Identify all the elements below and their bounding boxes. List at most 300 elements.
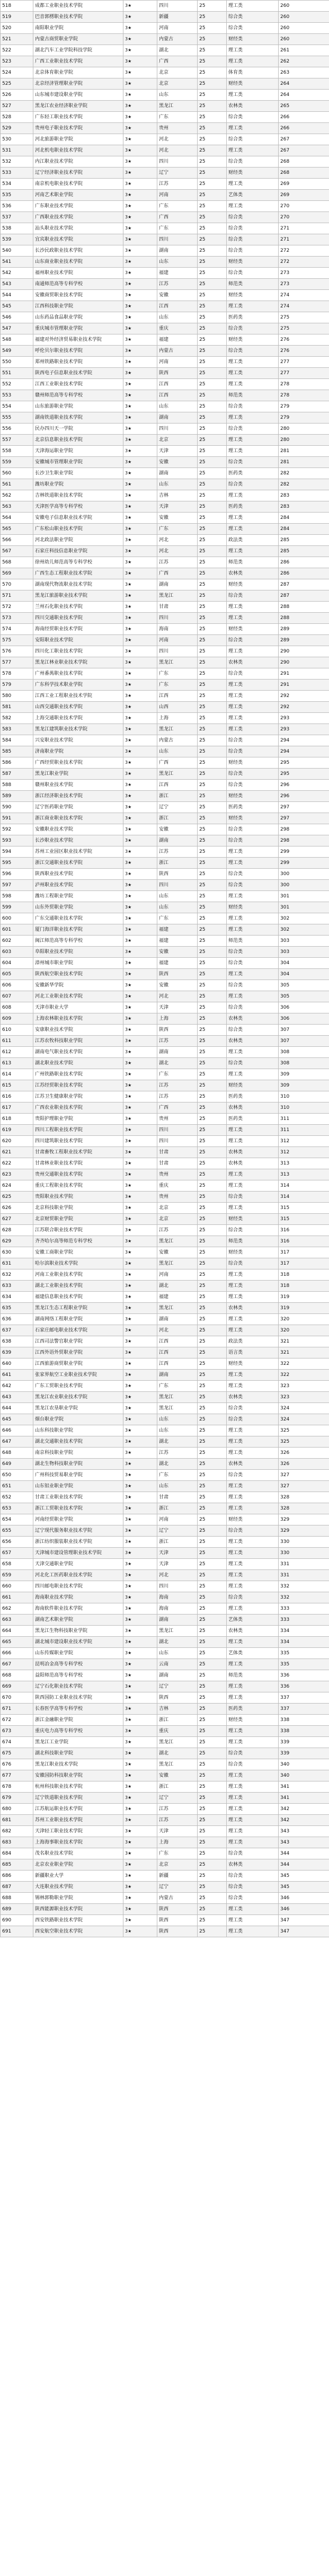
- school-type-cell: 医药类: [227, 312, 279, 323]
- province-cell: 辽宁: [157, 802, 198, 813]
- rank-cell: 559: [1, 457, 33, 468]
- rank-cell: 563: [1, 501, 33, 513]
- score-cell: 281: [279, 457, 329, 468]
- count-cell: 25: [198, 279, 227, 290]
- province-cell: 河南: [157, 1514, 198, 1525]
- table-row: [1, 824, 329, 835]
- star-level-cell: 3★: [123, 45, 157, 56]
- province-cell: 贵州: [157, 1192, 198, 1203]
- school-type-cell: 理工类: [227, 924, 279, 936]
- province-cell: 上海: [157, 1837, 198, 1848]
- score-cell: 347: [279, 1915, 329, 1926]
- table-row: [1, 123, 329, 134]
- count-cell: 25: [198, 735, 227, 746]
- score-cell: 301: [279, 891, 329, 902]
- school-name-cell: 江苏经贸职业技术学院: [33, 1080, 123, 1091]
- province-cell: 陕西: [157, 1692, 198, 1704]
- school-type-cell: 理工类: [227, 513, 279, 524]
- school-name-cell: 黑龙江工业学院: [33, 1737, 123, 1748]
- score-cell: 274: [279, 301, 329, 312]
- count-cell: 25: [198, 357, 227, 368]
- province-cell: 福建: [157, 924, 198, 936]
- star-level-cell: 3★: [123, 123, 157, 134]
- province-cell: 浙江: [157, 1537, 198, 1548]
- star-level-cell: 3★: [123, 1325, 157, 1336]
- score-cell: 327: [279, 1470, 329, 1481]
- rank-cell: 583: [1, 724, 33, 735]
- school-name-cell: 江苏联合职业技术学院: [33, 1225, 123, 1236]
- score-cell: 332: [279, 1592, 329, 1603]
- table-row: [1, 1915, 329, 1926]
- table-row: [1, 813, 329, 824]
- count-cell: 25: [198, 1392, 227, 1403]
- star-level-cell: 3★: [123, 90, 157, 101]
- score-cell: 339: [279, 1748, 329, 1759]
- count-cell: 25: [198, 780, 227, 791]
- star-level-cell: 3★: [123, 1503, 157, 1514]
- count-cell: 25: [198, 846, 227, 858]
- count-cell: 25: [198, 1704, 227, 1715]
- count-cell: 25: [198, 134, 227, 145]
- rank-cell: 637: [1, 1325, 33, 1336]
- score-cell: 276: [279, 346, 329, 357]
- school-type-cell: 艺体类: [227, 1648, 279, 1659]
- table-row: [1, 713, 329, 724]
- school-name-cell: 河南经贸职业学院: [33, 1514, 123, 1525]
- school-name-cell: 江西工业职业技术学院: [33, 379, 123, 390]
- school-name-cell: 江西工业工程职业技术学院: [33, 691, 123, 702]
- rank-cell: 650: [1, 1470, 33, 1481]
- table-row: [1, 1336, 329, 1347]
- table-row: [1, 1158, 329, 1169]
- star-level-cell: 3★: [123, 12, 157, 23]
- score-cell: 278: [279, 390, 329, 401]
- rank-cell: 548: [1, 334, 33, 346]
- school-name-cell: 安徽工商职业学院: [33, 1247, 123, 1258]
- school-type-cell: 农林类: [227, 1158, 279, 1169]
- province-cell: 广西: [157, 757, 198, 769]
- table-row: [1, 1425, 329, 1436]
- school-type-cell: 综合类: [227, 869, 279, 880]
- table-row: [1, 780, 329, 791]
- rank-cell: 641: [1, 1370, 33, 1381]
- school-name-cell: 重庆电力高等专科学校: [33, 1726, 123, 1737]
- table-row: [1, 1147, 329, 1158]
- rank-cell: 612: [1, 1047, 33, 1058]
- count-cell: 25: [198, 201, 227, 212]
- province-cell: 江西: [157, 1336, 198, 1347]
- star-level-cell: 3★: [123, 1848, 157, 1859]
- province-cell: 广东: [157, 223, 198, 234]
- school-type-cell: 医药类: [227, 501, 279, 513]
- star-level-cell: 3★: [123, 112, 157, 123]
- count-cell: 25: [198, 1926, 227, 1937]
- province-cell: 江苏: [157, 1091, 198, 1102]
- rank-cell: 618: [1, 1114, 33, 1125]
- rank-cell: 591: [1, 813, 33, 824]
- table-row: [1, 1670, 329, 1681]
- star-level-cell: 3★: [123, 34, 157, 45]
- rank-cell: 602: [1, 936, 33, 947]
- table-row: [1, 1871, 329, 1882]
- table-row: [1, 1370, 329, 1381]
- score-cell: 293: [279, 724, 329, 735]
- rank-cell: 592: [1, 824, 33, 835]
- school-type-cell: 师范类: [227, 279, 279, 290]
- province-cell: 河北: [157, 1570, 198, 1581]
- star-level-cell: 3★: [123, 1648, 157, 1659]
- count-cell: 25: [198, 1871, 227, 1882]
- province-cell: 安徽: [157, 513, 198, 524]
- ranking-table-body: [1, 1, 329, 1937]
- score-cell: 260: [279, 1, 329, 12]
- score-cell: 323: [279, 1381, 329, 1392]
- table-row: [1, 757, 329, 769]
- province-cell: 贵州: [157, 1114, 198, 1125]
- table-row: [1, 323, 329, 334]
- score-cell: 342: [279, 1804, 329, 1815]
- star-level-cell: 3★: [123, 1581, 157, 1592]
- table-row: [1, 880, 329, 891]
- school-name-cell: 成都工业职业技术学院: [33, 1, 123, 12]
- star-level-cell: 3★: [123, 869, 157, 880]
- school-type-cell: 语言类: [227, 1347, 279, 1358]
- table-row: [1, 1715, 329, 1726]
- score-cell: 312: [279, 1136, 329, 1147]
- table-row: [1, 223, 329, 234]
- province-cell: 黑龙江: [157, 1236, 198, 1247]
- score-cell: 334: [279, 1637, 329, 1648]
- school-name-cell: 天津轻工职业技术学院: [33, 1826, 123, 1837]
- star-level-cell: 3★: [123, 245, 157, 257]
- province-cell: 黑龙江: [157, 1392, 198, 1403]
- province-cell: 山东: [157, 312, 198, 323]
- count-cell: 25: [198, 123, 227, 134]
- school-name-cell: 黑龙江林业职业技术学院: [33, 657, 123, 668]
- school-type-cell: 综合类: [227, 947, 279, 958]
- rank-cell: 575: [1, 635, 33, 646]
- table-row: [1, 167, 329, 179]
- province-cell: 湖南: [157, 835, 198, 846]
- rank-cell: 593: [1, 835, 33, 846]
- star-level-cell: 3★: [123, 613, 157, 624]
- score-cell: 308: [279, 1047, 329, 1058]
- count-cell: 25: [198, 624, 227, 635]
- count-cell: 25: [198, 1837, 227, 1848]
- school-name-cell: 宜宾职业技术学院: [33, 234, 123, 245]
- star-level-cell: 3★: [123, 1247, 157, 1258]
- school-type-cell: 综合类: [227, 1058, 279, 1069]
- table-row: [1, 1013, 329, 1025]
- count-cell: 25: [198, 1692, 227, 1704]
- school-type-cell: 理工类: [227, 1269, 279, 1281]
- score-cell: 310: [279, 1102, 329, 1114]
- score-cell: 293: [279, 713, 329, 724]
- rank-cell: 685: [1, 1859, 33, 1871]
- rank-cell: 655: [1, 1525, 33, 1537]
- school-name-cell: 四川邮电职业技术学院: [33, 1581, 123, 1592]
- table-row: [1, 435, 329, 446]
- count-cell: 25: [198, 1537, 227, 1548]
- table-row: [1, 401, 329, 412]
- school-name-cell: 安徽职业技术学院: [33, 824, 123, 835]
- score-cell: 271: [279, 234, 329, 245]
- province-cell: 内蒙古: [157, 735, 198, 746]
- school-type-cell: 理工类: [227, 724, 279, 735]
- table-row: [1, 1125, 329, 1136]
- school-name-cell: 河北机电职业技术学院: [33, 145, 123, 156]
- province-cell: 山东: [157, 746, 198, 757]
- school-name-cell: 茂名职业技术学院: [33, 1848, 123, 1859]
- rank-cell: 535: [1, 190, 33, 201]
- star-level-cell: 3★: [123, 1859, 157, 1871]
- school-name-cell: 哈尔滨职业技术学院: [33, 1258, 123, 1269]
- score-cell: 346: [279, 1904, 329, 1915]
- score-cell: 321: [279, 1347, 329, 1358]
- score-cell: 262: [279, 56, 329, 67]
- star-level-cell: 3★: [123, 201, 157, 212]
- score-cell: 268: [279, 167, 329, 179]
- school-name-cell: 汕头职业技术学院: [33, 223, 123, 234]
- score-cell: 323: [279, 1392, 329, 1403]
- rank-cell: 576: [1, 646, 33, 657]
- school-name-cell: 广西工业职业技术学院: [33, 56, 123, 67]
- table-row: [1, 1069, 329, 1080]
- score-cell: 343: [279, 1837, 329, 1848]
- score-cell: 261: [279, 45, 329, 56]
- province-cell: 广东: [157, 1848, 198, 1859]
- province-cell: 河北: [157, 145, 198, 156]
- score-cell: 269: [279, 190, 329, 201]
- province-cell: 四川: [157, 613, 198, 624]
- count-cell: 25: [198, 1080, 227, 1091]
- rank-cell: 668: [1, 1670, 33, 1681]
- star-level-cell: 3★: [123, 1091, 157, 1102]
- star-level-cell: 3★: [123, 691, 157, 702]
- count-cell: 25: [198, 858, 227, 869]
- star-level-cell: 3★: [123, 858, 157, 869]
- school-type-cell: 理工类: [227, 446, 279, 457]
- province-cell: 黑龙江: [157, 1626, 198, 1637]
- province-cell: 黑龙江: [157, 1258, 198, 1269]
- star-level-cell: 3★: [123, 1347, 157, 1358]
- rank-cell: 560: [1, 468, 33, 479]
- score-cell: 266: [279, 123, 329, 134]
- school-type-cell: 理工类: [227, 412, 279, 424]
- rank-cell: 546: [1, 312, 33, 323]
- table-row: [1, 1626, 329, 1637]
- star-level-cell: 3★: [123, 824, 157, 835]
- school-type-cell: 综合类: [227, 23, 279, 34]
- table-row: [1, 12, 329, 23]
- school-type-cell: 理工类: [227, 1915, 279, 1926]
- school-name-cell: 昆明冶金高等专科学校: [33, 1659, 123, 1670]
- score-cell: 305: [279, 991, 329, 1002]
- school-name-cell: 巴音郭楞职业技术学院: [33, 12, 123, 23]
- school-name-cell: 安徽国防科技职业学院: [33, 1770, 123, 1781]
- score-cell: 284: [279, 524, 329, 535]
- rank-cell: 584: [1, 735, 33, 746]
- score-cell: 290: [279, 646, 329, 657]
- star-level-cell: 3★: [123, 646, 157, 657]
- school-type-cell: 医药类: [227, 1091, 279, 1102]
- school-type-cell: 综合类: [227, 1882, 279, 1893]
- province-cell: 四川: [157, 424, 198, 435]
- table-row: [1, 1637, 329, 1648]
- rank-cell: 542: [1, 268, 33, 279]
- rank-cell: 652: [1, 1492, 33, 1503]
- school-type-cell: 理工类: [227, 1659, 279, 1670]
- rank-cell: 689: [1, 1904, 33, 1915]
- school-type-cell: 理工类: [227, 613, 279, 624]
- rank-cell: 590: [1, 802, 33, 813]
- count-cell: 25: [198, 1481, 227, 1492]
- school-name-cell: 内江职业技术学院: [33, 156, 123, 167]
- table-row: [1, 1080, 329, 1091]
- star-level-cell: 3★: [123, 223, 157, 234]
- rank-cell: 626: [1, 1203, 33, 1214]
- star-level-cell: 3★: [123, 1236, 157, 1247]
- school-name-cell: 山东传媒职业学院: [33, 1648, 123, 1659]
- school-name-cell: 齐齐哈尔高等师范专科学校: [33, 1236, 123, 1247]
- school-type-cell: 理工类: [227, 379, 279, 390]
- school-name-cell: 苏州工业职业技术学院: [33, 1815, 123, 1826]
- score-cell: 337: [279, 1692, 329, 1704]
- score-cell: 315: [279, 1214, 329, 1225]
- school-type-cell: 医药类: [227, 468, 279, 479]
- province-cell: 广东: [157, 1069, 198, 1080]
- count-cell: 25: [198, 368, 227, 379]
- table-row: [1, 858, 329, 869]
- count-cell: 25: [198, 579, 227, 590]
- school-type-cell: 理工类: [227, 368, 279, 379]
- province-cell: 广东: [157, 913, 198, 924]
- count-cell: 25: [198, 1915, 227, 1926]
- count-cell: 25: [198, 1125, 227, 1136]
- school-name-cell: 北京信息职业技术学院: [33, 435, 123, 446]
- province-cell: 四川: [157, 1136, 198, 1147]
- score-cell: 342: [279, 1815, 329, 1826]
- school-type-cell: 理工类: [227, 913, 279, 924]
- star-level-cell: 3★: [123, 1882, 157, 1893]
- province-cell: 湖北: [157, 1748, 198, 1759]
- star-level-cell: 3★: [123, 1, 157, 12]
- score-cell: 272: [279, 257, 329, 268]
- rank-cell: 538: [1, 223, 33, 234]
- school-type-cell: 理工类: [227, 90, 279, 101]
- rank-cell: 553: [1, 390, 33, 401]
- table-row: [1, 1826, 329, 1837]
- table-row: [1, 546, 329, 557]
- province-cell: 陕西: [157, 1025, 198, 1036]
- score-cell: 278: [279, 379, 329, 390]
- score-cell: 330: [279, 1548, 329, 1559]
- score-cell: 260: [279, 12, 329, 23]
- count-cell: 25: [198, 546, 227, 557]
- school-type-cell: 财经类: [227, 1514, 279, 1525]
- star-level-cell: 3★: [123, 1514, 157, 1525]
- school-name-cell: 湖北城市建设职业技术学院: [33, 1637, 123, 1648]
- school-type-cell: 财经类: [227, 1715, 279, 1726]
- count-cell: 25: [198, 1325, 227, 1336]
- star-level-cell: 3★: [123, 1192, 157, 1203]
- table-row: [1, 1169, 329, 1180]
- table-row: [1, 724, 329, 735]
- province-cell: 北京: [157, 1214, 198, 1225]
- rank-cell: 519: [1, 12, 33, 23]
- province-cell: 甘肃: [157, 602, 198, 613]
- school-name-cell: 河北旅游职业学院: [33, 134, 123, 145]
- school-name-cell: 河南艺术职业学院: [33, 190, 123, 201]
- count-cell: 25: [198, 635, 227, 646]
- school-type-cell: 综合类: [227, 668, 279, 680]
- count-cell: 25: [198, 179, 227, 190]
- star-level-cell: 3★: [123, 813, 157, 824]
- rank-cell: 527: [1, 101, 33, 112]
- score-cell: 260: [279, 23, 329, 34]
- province-cell: 河南: [157, 357, 198, 368]
- school-type-cell: 财经类: [227, 579, 279, 590]
- school-name-cell: 湖南电气职业技术学院: [33, 1047, 123, 1058]
- score-cell: 319: [279, 1303, 329, 1314]
- count-cell: 25: [198, 1470, 227, 1481]
- score-cell: 300: [279, 880, 329, 891]
- count-cell: 25: [198, 45, 227, 56]
- school-name-cell: 福建对外经济贸易职业技术学院: [33, 334, 123, 346]
- province-cell: 陕西: [157, 1904, 198, 1915]
- count-cell: 25: [198, 1247, 227, 1258]
- rank-cell: 564: [1, 513, 33, 524]
- school-type-cell: 理工类: [227, 1203, 279, 1214]
- table-row: [1, 334, 329, 346]
- star-level-cell: 3★: [123, 1637, 157, 1648]
- rank-cell: 609: [1, 1013, 33, 1025]
- star-level-cell: 3★: [123, 590, 157, 602]
- school-name-cell: 贵州电子职业技术学院: [33, 123, 123, 134]
- school-name-cell: 浙江商业职业技术学院: [33, 813, 123, 824]
- rank-cell: 578: [1, 668, 33, 680]
- rank-cell: 660: [1, 1581, 33, 1592]
- rank-cell: 598: [1, 891, 33, 902]
- school-type-cell: 理工类: [227, 1681, 279, 1692]
- rank-cell: 648: [1, 1448, 33, 1459]
- count-cell: 25: [198, 1592, 227, 1603]
- rank-cell: 539: [1, 234, 33, 245]
- table-row: [1, 1781, 329, 1793]
- school-type-cell: 理工类: [227, 1125, 279, 1136]
- table-row: [1, 390, 329, 401]
- province-cell: 天津: [157, 1002, 198, 1013]
- star-level-cell: 3★: [123, 334, 157, 346]
- school-type-cell: 政法类: [227, 535, 279, 546]
- star-level-cell: 3★: [123, 568, 157, 579]
- star-level-cell: 3★: [123, 913, 157, 924]
- count-cell: 25: [198, 1091, 227, 1102]
- school-name-cell: 重庆工程职业技术学院: [33, 1180, 123, 1192]
- rank-cell: 532: [1, 156, 33, 167]
- school-type-cell: 财经类: [227, 78, 279, 90]
- province-cell: 陕西: [157, 1926, 198, 1937]
- score-cell: 296: [279, 791, 329, 802]
- school-name-cell: 海南软件职业技术学院: [33, 1603, 123, 1615]
- table-row: [1, 624, 329, 635]
- school-name-cell: 江西旅游商贸职业学院: [33, 1358, 123, 1370]
- table-row: [1, 1904, 329, 1915]
- school-type-cell: 综合类: [227, 112, 279, 123]
- school-name-cell: 江西科技职业学院: [33, 301, 123, 312]
- table-row: [1, 501, 329, 513]
- score-cell: 316: [279, 1236, 329, 1247]
